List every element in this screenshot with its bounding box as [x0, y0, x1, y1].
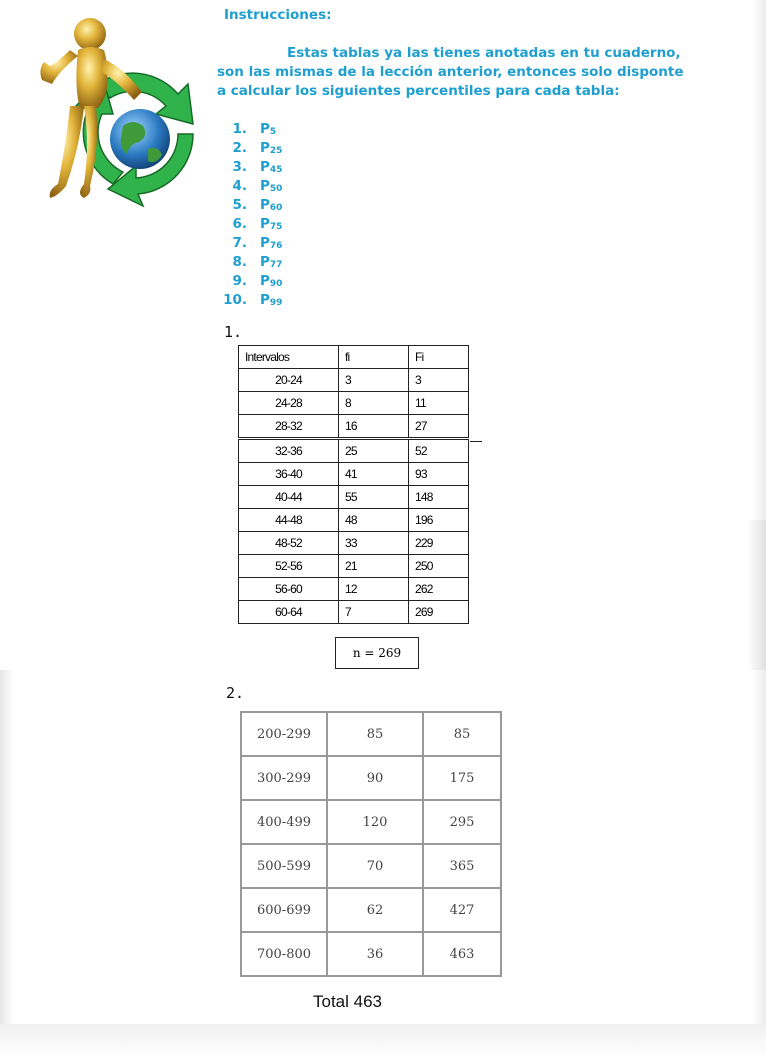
instructions-paragraph [217, 44, 717, 101]
table-row: 300-299 90 175 [241, 756, 501, 800]
golden-figure-recycle-globe-icon [28, 14, 198, 214]
list-item: 4. $P_{50}$ [232, 178, 283, 194]
list-item: 6. $P_{75}$ [232, 216, 283, 232]
page-shadow-right-lower [748, 520, 766, 670]
instructions-line-2: son las mismas de la lección anterior, entonces solo disponte [217, 64, 684, 80]
frequency-table-1 [238, 345, 469, 624]
list-item: 8. $P_{77}$ [232, 254, 283, 270]
list-item: 2. $P_{25}$ [232, 140, 283, 156]
table2-total: Total 463 [313, 992, 382, 1011]
list-item: 3. $P_{45}$ [232, 159, 283, 175]
table-row: 48-52 33 229 [239, 532, 469, 555]
table-header-row: Intervalos fi Fi [239, 346, 469, 369]
table-row: 44-48 48 196 [239, 509, 469, 532]
instructions-line-1: Estas tablas ya las tienes anotadas en tu cuaderno, [287, 45, 681, 61]
table-row: 32-36 25 52 [239, 439, 469, 463]
instructions-line-3: a calcular los siguientes percentiles para cada tabla: [217, 83, 620, 99]
table-row: 200-299 85 85 [241, 712, 501, 756]
page-shadow-bottom [0, 1024, 766, 1058]
instructions-title: Instrucciones: [224, 7, 332, 23]
table1-label: 1. [224, 323, 243, 341]
table-row: 40-44 55 148 [239, 486, 469, 509]
table2-label: 2. [226, 684, 245, 702]
percentile-list [215, 120, 282, 310]
list-item: 7. $P_{76}$ [232, 235, 283, 251]
table-row: 700-800 36 463 [241, 932, 501, 976]
table-row: 400-499 120 295 [241, 800, 501, 844]
table-row: 600-699 62 427 [241, 888, 501, 932]
frequency-table-2 [240, 711, 502, 977]
table-row: 52-56 21 250 [239, 555, 469, 578]
table1-divider-line [470, 441, 482, 442]
table1-n-total: n = 269 [335, 637, 419, 669]
table-row: 500-599 70 365 [241, 844, 501, 888]
list-item: 9. $P_{90}$ [232, 273, 283, 289]
table-row: 56-60 12 262 [239, 578, 469, 601]
list-item: 1. $P_5$ [232, 121, 277, 137]
table-row: 20-24 3 3 [239, 369, 469, 392]
table-row: 60-64 7 269 [239, 601, 469, 624]
table-row: 28-32 16 27 [239, 415, 469, 439]
list-item: 10. $P_{99}$ [223, 292, 283, 308]
table-row: 24-28 8 11 [239, 392, 469, 415]
page-shadow-left [0, 670, 14, 1030]
list-item: 5. $P_{60}$ [232, 197, 283, 213]
table-row: 36-40 41 93 [239, 463, 469, 486]
